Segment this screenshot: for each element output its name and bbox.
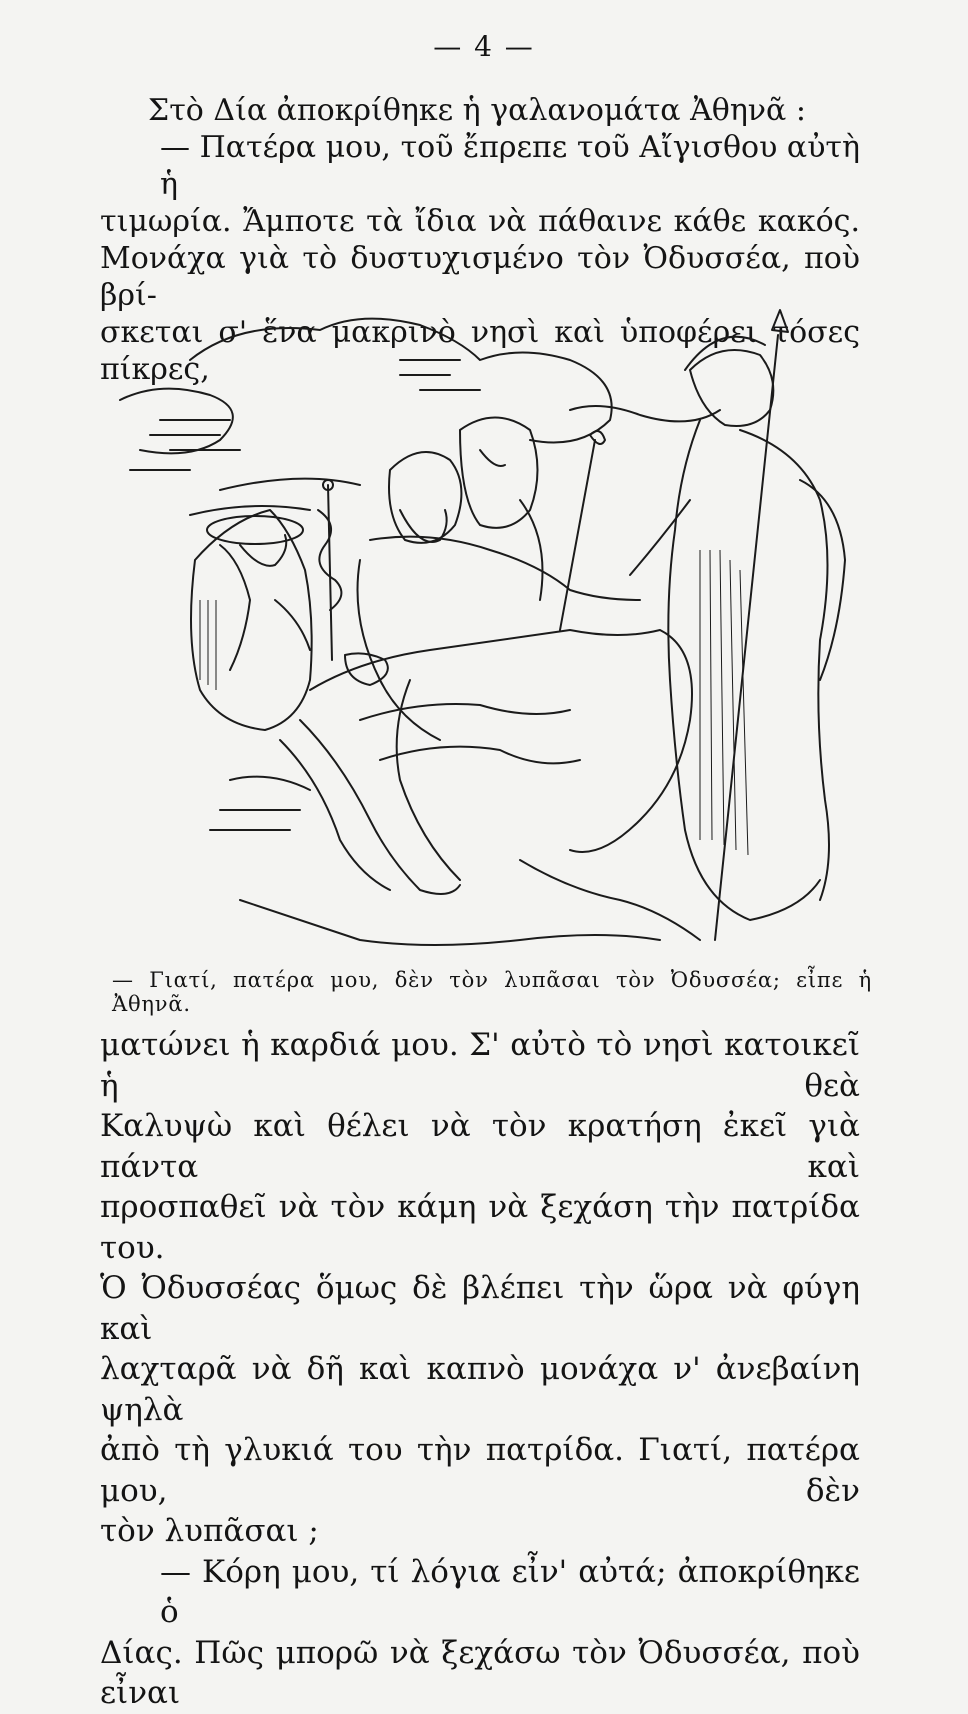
illustration-caption: — Γιατί, πατέρα μου, δὲν τὸν λυπᾶσαι τὸν Ὀδυσσέα; εἶπε ἡ Ἀθηνᾶ. — [112, 968, 872, 1016]
text-line: ματώνει ἡ καρδιά μου. Σ' αὐτὸ τὸ νησὶ κατοικεῖ ἡ θεὰ — [100, 1027, 860, 1104]
text-line: σκεται σ' ἕνα μακρινὸ νησὶ καὶ ὑποφέρει τόσες πίκρες, — [100, 315, 860, 387]
text-line: τιμωρία. Ἄμποτε τὰ ἴδια νὰ πάθαινε κάθε κακός. — [100, 204, 860, 239]
text-line: Ὁ Ὀδυσσέας ὅμως δὲ βλέπει τὴν ὥρα νὰ φύγη καὶ — [100, 1270, 860, 1347]
text-line: τὸν λυπᾶσαι ; — [100, 1513, 319, 1549]
text-line: ἀπὸ τὴ γλυκιά του τὴν πατρίδα. Γιατί, πατέρα μου, δὲν — [100, 1432, 860, 1509]
bottom-paragraph — [100, 1025, 860, 1714]
text-line: Δίας. Πῶς μπορῶ νὰ ξεχάσω τὸν Ὀδυσσέα, ποὺ εἶναι — [100, 1634, 860, 1711]
text-line: Καλυψὼ καὶ θέλει νὰ τὸν κρατήση ἐκεῖ γιὰ πάντα καὶ — [100, 1108, 860, 1185]
text-line: — Πατέρα μου, τοῦ ἔπρεπε τοῦ Αἴγισθου αὐτὴ ἡ — [160, 130, 860, 202]
text-line: — Κόρη μου, τί λόγια εἶν' αὐτά; ἀποκρίθηκε ὁ — [160, 1553, 860, 1630]
text-line: λαχταρᾶ νὰ δῆ καὶ καπνὸ μονάχα ν' ἀνεβαίνη ψηλὰ — [100, 1351, 860, 1428]
page-number: — 4 — — [433, 30, 535, 63]
text-line: Μονάχα γιὰ τὸ δυστυχισμένο τὸν Ὀδυσσέα, ποὺ βρί- — [100, 241, 860, 313]
text-line: προσπαθεῖ νὰ τὸν κάμη νὰ ξεχάση τὴν πατρίδα του. — [100, 1189, 860, 1266]
gods-on-olympus-illustration — [100, 300, 870, 955]
text-line: Στὸ Δία ἀποκρίθηκε ἡ γαλανομάτα Ἀθηνᾶ : — [148, 93, 806, 128]
